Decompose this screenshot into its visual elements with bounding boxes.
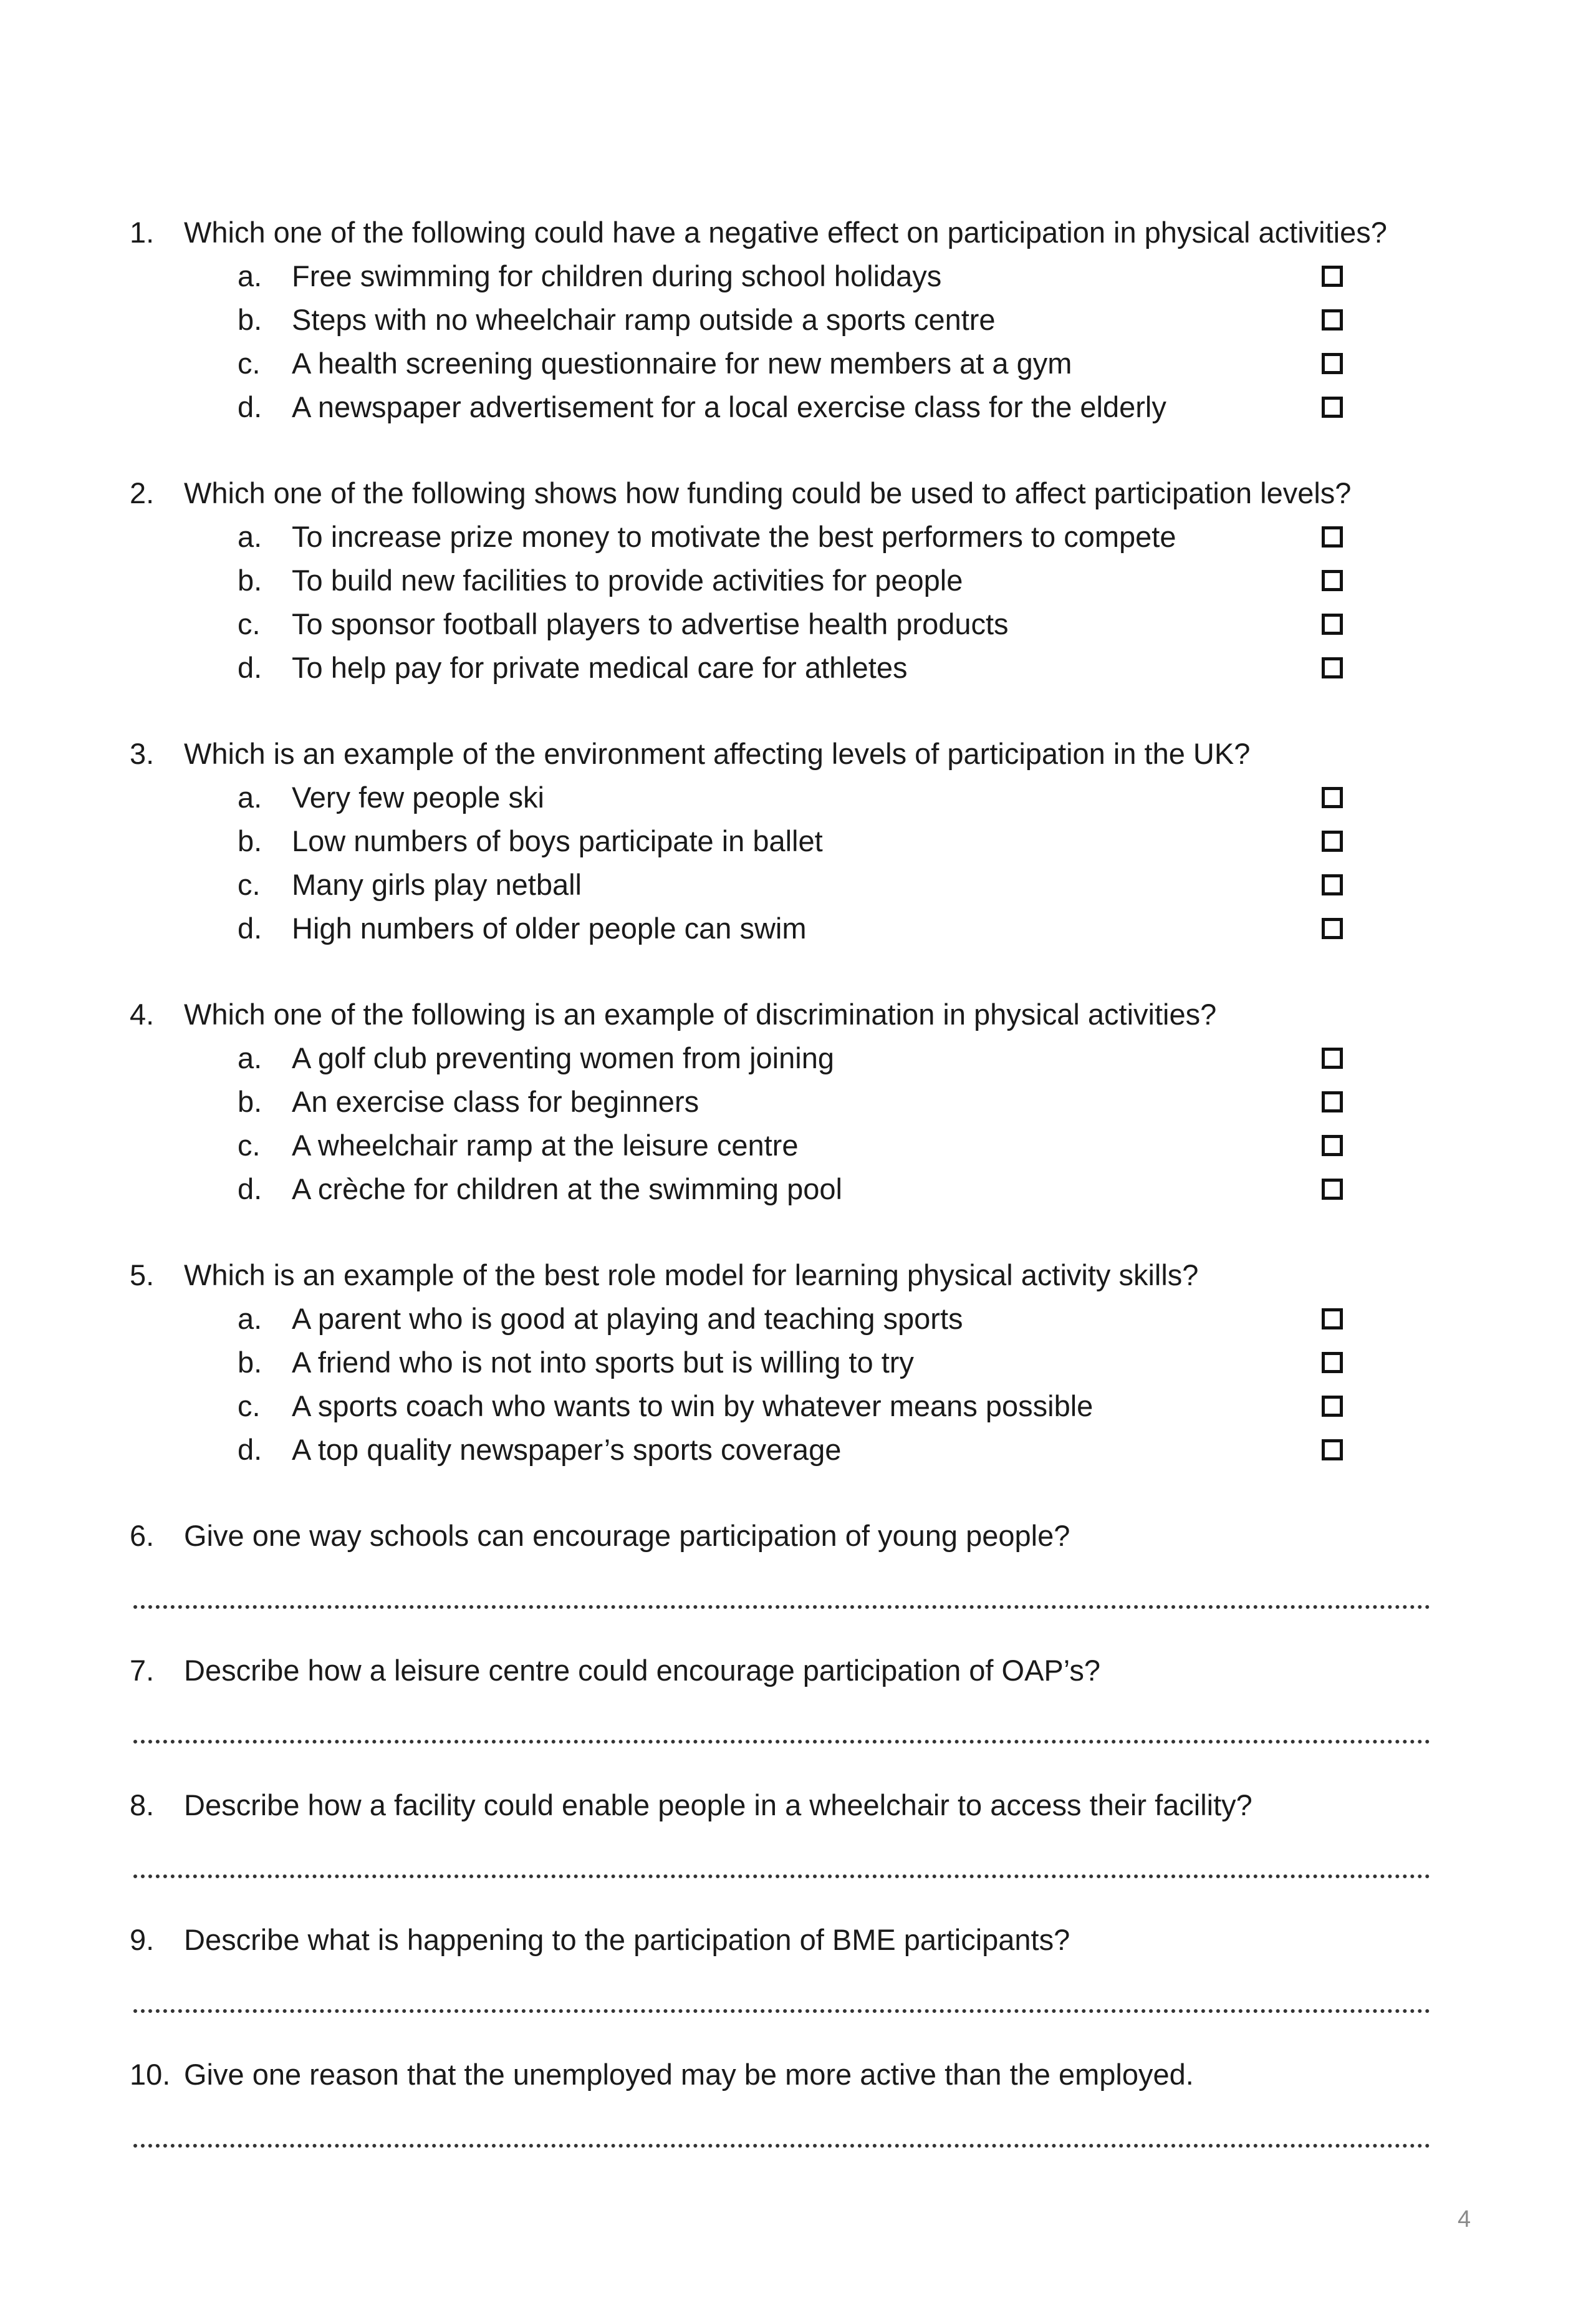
answer-checkbox[interactable] <box>1322 570 1343 591</box>
option-text: Free swimming for children during school holidays <box>292 259 942 292</box>
option-letter: c. <box>238 1129 261 1162</box>
question-number: 1. <box>130 216 155 249</box>
answer-checkbox[interactable] <box>1322 1308 1343 1329</box>
option-text: A parent who is good at playing and teaching sports <box>292 1302 963 1335</box>
option-text: High numbers of older people can swim <box>292 912 807 945</box>
option-letter: b. <box>238 1346 262 1379</box>
answer-checkbox[interactable] <box>1322 266 1343 287</box>
question-4 <box>130 993 1470 1211</box>
option-letter: a. <box>238 1302 262 1335</box>
question-number: 10. <box>130 2058 171 2091</box>
question-text: Describe how a facility could enable people in a wheelchair to access their facility? <box>184 1788 1252 1821</box>
question-text: Which one of the following could have a negative effect on participation in physical activities? <box>184 216 1387 249</box>
option-row <box>130 385 1470 429</box>
answer-line[interactable] <box>133 1605 1430 1609</box>
answer-checkbox[interactable] <box>1322 1135 1343 1156</box>
option-letter: a. <box>238 259 262 292</box>
question-7 <box>130 1649 1470 1692</box>
question-number: 7. <box>130 1654 155 1687</box>
question-text: Describe what is happening to the participation of BME participants? <box>184 1923 1070 1956</box>
answer-checkbox[interactable] <box>1322 526 1343 548</box>
answer-checkbox[interactable] <box>1322 1396 1343 1417</box>
option-text: Very few people ski <box>292 781 544 814</box>
answer-checkbox[interactable] <box>1322 1091 1343 1112</box>
option-row <box>130 602 1470 646</box>
answer-checkbox[interactable] <box>1322 397 1343 418</box>
option-letter: d. <box>238 651 262 684</box>
option-row <box>130 1428 1470 1472</box>
question-text: Which one of the following shows how funding could be used to affect participation levels? <box>184 476 1352 509</box>
option-text: To sponsor football players to advertise health products <box>292 607 1009 640</box>
answer-checkbox[interactable] <box>1322 874 1343 895</box>
option-row <box>130 1297 1470 1341</box>
option-row <box>130 776 1470 819</box>
question-2 <box>130 471 1470 690</box>
answer-checkbox[interactable] <box>1322 309 1343 330</box>
question-9 <box>130 1918 1470 1962</box>
option-row <box>130 646 1470 690</box>
answer-checkbox[interactable] <box>1322 1352 1343 1373</box>
question-text: Give one way schools can encourage participation of young people? <box>184 1519 1070 1552</box>
question-number: 2. <box>130 476 155 509</box>
option-letter: a. <box>238 1041 262 1074</box>
option-letter: d. <box>238 1172 262 1205</box>
option-text: Low numbers of boys participate in ballet <box>292 824 823 857</box>
answer-checkbox[interactable] <box>1322 1048 1343 1069</box>
option-row <box>130 1384 1470 1428</box>
option-row <box>130 907 1470 950</box>
option-letter: c. <box>238 347 261 380</box>
option-row <box>130 1341 1470 1384</box>
option-letter: a. <box>238 520 262 553</box>
question-text: Describe how a leisure centre could encourage participation of OAP’s? <box>184 1654 1101 1687</box>
question-number: 4. <box>130 998 155 1031</box>
option-row <box>130 1036 1470 1080</box>
question-number: 5. <box>130 1258 155 1291</box>
answer-checkbox[interactable] <box>1322 787 1343 808</box>
option-text: To help pay for private medical care for athletes <box>292 651 908 684</box>
question-number: 3. <box>130 737 155 770</box>
option-letter: c. <box>238 868 261 901</box>
question-text: Give one reason that the unemployed may be more active than the employed. <box>184 2058 1194 2091</box>
option-letter: b. <box>238 824 262 857</box>
option-letter: c. <box>238 1389 261 1422</box>
question-8 <box>130 1783 1470 1827</box>
option-text: Steps with no wheelchair ramp outside a sports centre <box>292 303 996 336</box>
question-5 <box>130 1253 1470 1472</box>
option-row <box>130 559 1470 602</box>
option-row <box>130 1124 1470 1167</box>
option-row <box>130 819 1470 863</box>
question-number: 6. <box>130 1519 155 1552</box>
option-row <box>130 254 1470 298</box>
option-text: To increase prize money to motivate the best performers to compete <box>292 520 1176 553</box>
answer-checkbox[interactable] <box>1322 1439 1343 1460</box>
answer-checkbox[interactable] <box>1322 1179 1343 1200</box>
option-text: A friend who is not into sports but is willing to try <box>292 1346 914 1379</box>
option-row <box>130 1080 1470 1124</box>
page-number: 4 <box>1458 2206 1471 2232</box>
option-letter: d. <box>238 1433 262 1466</box>
option-text: A wheelchair ramp at the leisure centre <box>292 1129 799 1162</box>
option-row <box>130 298 1470 342</box>
option-text: A top quality newspaper’s sports coverage <box>292 1433 842 1466</box>
option-letter: b. <box>238 303 262 336</box>
option-letter: d. <box>238 390 262 423</box>
option-text: A sports coach who wants to win by whatever means possible <box>292 1389 1094 1422</box>
answer-checkbox[interactable] <box>1322 918 1343 939</box>
answer-checkbox[interactable] <box>1322 831 1343 852</box>
option-text: A golf club preventing women from joining <box>292 1041 834 1074</box>
option-letter: b. <box>238 1085 262 1118</box>
option-letter: d. <box>238 912 262 945</box>
option-text: An exercise class for beginners <box>292 1085 699 1118</box>
answer-checkbox[interactable] <box>1322 614 1343 635</box>
question-10 <box>130 2053 1470 2096</box>
question-3 <box>130 732 1470 950</box>
option-text: To build new facilities to provide activities for people <box>292 564 963 597</box>
question-number: 9. <box>130 1923 155 1956</box>
option-row <box>130 515 1470 559</box>
option-letter: c. <box>238 607 261 640</box>
question-text: Which one of the following is an example of discrimination in physical activities? <box>184 998 1217 1031</box>
question-text: Which is an example of the environment affecting levels of participation in the UK? <box>184 737 1251 770</box>
option-row <box>130 863 1470 907</box>
answer-checkbox[interactable] <box>1322 353 1343 374</box>
question-number: 8. <box>130 1788 155 1821</box>
option-text: A crèche for children at the swimming pool <box>292 1172 842 1205</box>
option-row <box>130 342 1470 385</box>
answer-line[interactable] <box>133 2009 1430 2013</box>
answer-line[interactable] <box>133 1874 1430 1878</box>
option-letter: b. <box>238 564 262 597</box>
question-text: Which is an example of the best role model for learning physical activity skills? <box>184 1258 1199 1291</box>
option-text: A newspaper advertisement for a local exercise class for the elderly <box>292 390 1166 423</box>
answer-checkbox[interactable] <box>1322 657 1343 678</box>
question-1 <box>130 211 1470 429</box>
option-text: Many girls play netball <box>292 868 582 901</box>
option-text: A health screening questionnaire for new members at a gym <box>292 347 1072 380</box>
answer-line[interactable] <box>133 2144 1430 2148</box>
answer-line[interactable] <box>133 1740 1430 1744</box>
option-letter: a. <box>238 781 262 814</box>
option-row <box>130 1167 1470 1211</box>
question-6 <box>130 1514 1470 1558</box>
